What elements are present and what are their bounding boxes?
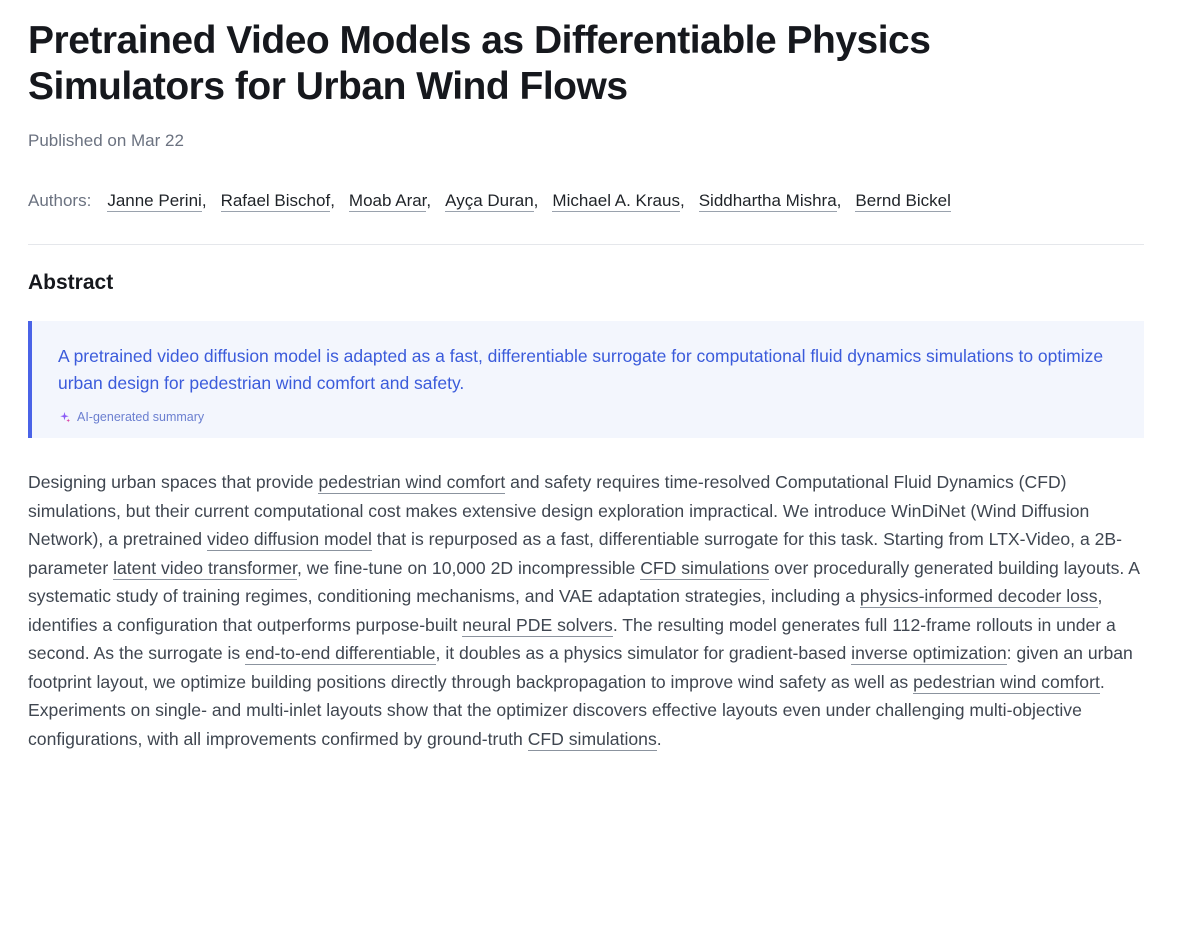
author-link[interactable]: Bernd Bickel — [855, 191, 951, 211]
author-separator: , — [679, 191, 685, 211]
author-links — [107, 191, 951, 211]
ai-summary-box — [28, 321, 1144, 438]
abstract-body: Designing urban spaces that provide pedestrian wind comfort and safety requires time-resolved Computational Fluid Dynamics (CFD) simulations, but their current computational cost makes extensive design exploration impractical. We introduce WinDiNet (Wind Diffusion Network), a pretrained video diffusion model that is repurposed as a fast, differentiable surrogate for this task. Starting from LTX-Video, a 2B-parameter latent video transformer, we fine-tune on 10,000 2D incompressible CFD simulations over procedurally generated building layouts. A systematic study of training regimes, conditioning mechanisms, and VAE adaptation strategies, including a physics-informed decoder loss, identifies a configuration that outperforms purpose-built neural PDE solvers. The resulting model generates full 112-frame rollouts in under a second. As the surrogate is end-to-end differentiable, it doubles as a physics simulator for gradient-based inverse optimization: given an urban footprint layout, we optimize building positions directly through backpropagation to improve wind safety as well as pedestrian wind comfort. Experiments on single- and multi-inlet layouts show that the optimizer discovers effective layouts even under challenging multi-objective configurations, with all improvements confirmed by ground-truth CFD simulations. — [28, 472, 1139, 749]
author-link[interactable]: Siddhartha Mishra — [698, 191, 837, 211]
ai-summary-tag-label: AI-generated summary — [77, 410, 205, 425]
author-separator: , — [426, 191, 432, 211]
abstract-keyword[interactable]: CFD simulations — [640, 557, 770, 578]
author-link[interactable]: Janne Perini — [107, 191, 202, 211]
abstract-keyword[interactable]: physics-informed decoder loss — [859, 586, 1098, 607]
page-title: Pretrained Video Models as Differentiable Physics Simulators for Urban Wind Flows — [28, 19, 931, 108]
author-link[interactable]: Moab Arar — [348, 191, 427, 211]
abstract-heading: Abstract — [28, 271, 114, 295]
author-link[interactable]: Ayça Duran — [445, 191, 534, 211]
authors-label: Authors: — [28, 191, 92, 211]
author-separator: , — [533, 191, 539, 211]
ai-summary-text: A pretrained video diffusion model is adapted as a fast, differentiable surrogate for computational fluid dynamics simulations to optimize urban design for pedestrian wind comfort and safety. — [58, 346, 1104, 393]
abstract-keyword[interactable]: pedestrian wind comfort — [913, 671, 1100, 692]
abstract-keyword[interactable]: video diffusion model — [206, 529, 372, 550]
abstract-keyword[interactable]: end-to-end differentiable — [245, 643, 436, 664]
abstract-keyword[interactable]: latent video transformer — [113, 557, 297, 578]
publication-date: Published on Mar 22 — [28, 131, 184, 151]
author-separator: , — [330, 191, 335, 211]
ai-summary-tag — [58, 410, 1118, 424]
author-separator: , — [836, 191, 842, 211]
sparkle-icon — [58, 411, 71, 424]
abstract-keyword[interactable]: neural PDE solvers — [462, 614, 613, 635]
abstract-keyword[interactable]: inverse optimization — [851, 643, 1007, 664]
abstract-keyword[interactable]: pedestrian wind comfort — [318, 472, 506, 493]
divider — [28, 244, 1144, 245]
author-separator: , — [201, 191, 207, 211]
author-link[interactable]: Michael A. Kraus — [552, 191, 680, 211]
author-link[interactable]: Rafael Bischof — [220, 191, 331, 211]
authors-list — [28, 191, 1144, 211]
abstract-keyword[interactable]: CFD simulations — [527, 728, 657, 749]
